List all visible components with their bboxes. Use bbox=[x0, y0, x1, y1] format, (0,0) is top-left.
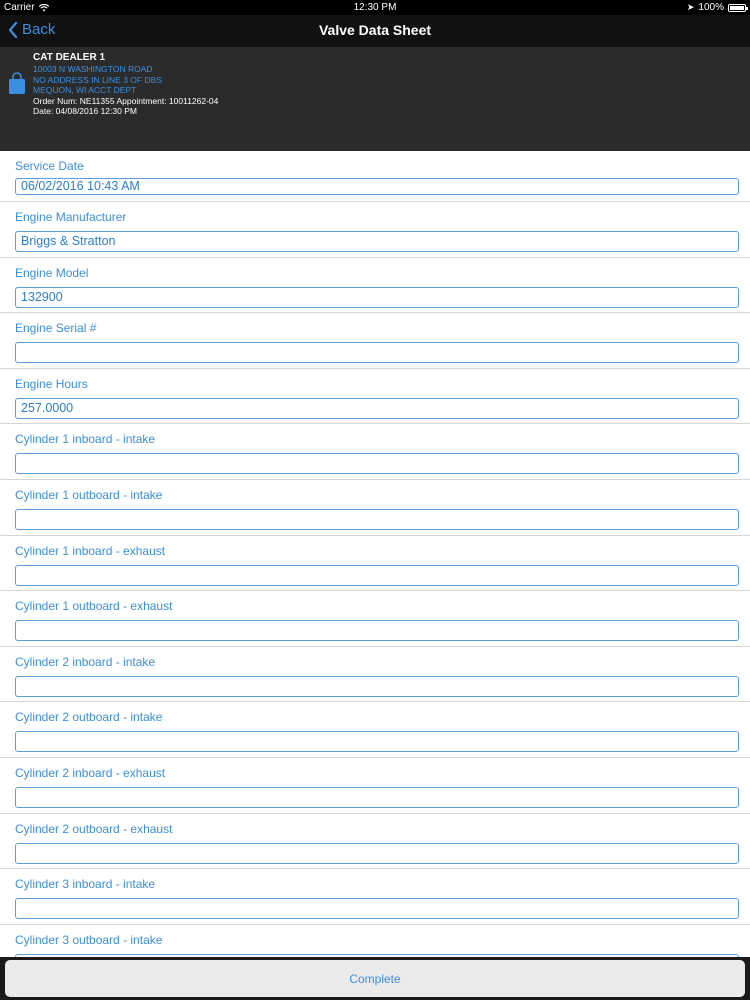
field-label: Cylinder 1 outboard - exhaust bbox=[15, 599, 173, 614]
engine-model-field[interactable]: 132900 bbox=[15, 287, 739, 308]
form-row-cyl2-outboard-intake bbox=[0, 702, 750, 758]
form-row-engine-serial bbox=[0, 313, 750, 369]
battery-fill bbox=[730, 6, 744, 10]
service-date-field[interactable]: 06/02/2016 10:43 AM bbox=[15, 178, 739, 195]
field-label: Cylinder 1 inboard - exhaust bbox=[15, 543, 166, 558]
cyl1-outboard-intake-field[interactable] bbox=[15, 509, 739, 530]
field-label: Cylinder 3 inboard - intake bbox=[15, 877, 156, 892]
form-row-cyl2-inboard-intake bbox=[0, 647, 750, 703]
cyl3-inboard-intake-field[interactable] bbox=[15, 898, 739, 919]
engine-serial-field[interactable] bbox=[15, 342, 739, 363]
dealer-info bbox=[33, 52, 218, 117]
page-title: Valve Data Sheet bbox=[318, 22, 432, 38]
valve-form bbox=[0, 151, 750, 957]
field-label: Engine Model bbox=[15, 265, 89, 280]
dealer-header bbox=[0, 47, 750, 151]
form-row-engine-model bbox=[0, 258, 750, 314]
footer-bar bbox=[0, 957, 750, 1000]
nav-bar bbox=[0, 15, 750, 47]
dealer-name: CAT DEALER 1 bbox=[33, 52, 106, 63]
status-time: 12:30 PM bbox=[353, 2, 397, 13]
cyl2-outboard-exhaust-field[interactable] bbox=[15, 843, 739, 864]
field-label: Engine Manufacturer bbox=[15, 210, 127, 224]
field-label: Cylinder 2 outboard - exhaust bbox=[15, 821, 173, 836]
form-row-service-date bbox=[0, 151, 750, 202]
field-label: Cylinder 2 inboard - intake bbox=[15, 654, 156, 669]
form-row-cyl1-outboard-intake bbox=[0, 480, 750, 536]
battery-percent: 100% bbox=[698, 2, 724, 13]
dealer-address-2[interactable]: NO ADDRESS IN LINE 3 OF DBS bbox=[33, 74, 162, 85]
carrier-label: Carrier bbox=[4, 2, 35, 13]
form-row-cyl1-outboard-exhaust bbox=[0, 591, 750, 647]
form-row-cyl1-inboard-intake bbox=[0, 424, 750, 480]
order-date: Date: 04/08/2016 12:30 PM bbox=[33, 106, 137, 117]
cyl1-inboard-intake-field[interactable] bbox=[15, 453, 739, 474]
cyl1-outboard-exhaust-field[interactable] bbox=[15, 620, 739, 641]
engine-hours-field[interactable]: 257.0000 bbox=[15, 398, 739, 419]
field-label: Cylinder 1 outboard - intake bbox=[15, 487, 163, 502]
field-label: Cylinder 2 inboard - exhaust bbox=[15, 765, 166, 780]
form-row-cyl3-outboard-intake bbox=[0, 925, 750, 957]
field-label: Service Date bbox=[15, 159, 84, 173]
battery-icon bbox=[728, 4, 746, 12]
form-row-engine-hours bbox=[0, 369, 750, 425]
status-bar bbox=[0, 0, 750, 15]
field-label: Cylinder 3 outboard - intake bbox=[15, 932, 163, 947]
form-row-cyl3-inboard-intake bbox=[0, 869, 750, 925]
dealer-address-1[interactable]: 10003 N WASHINGTON ROAD bbox=[33, 64, 153, 74]
field-label: Engine Serial # bbox=[15, 321, 97, 336]
cyl2-inboard-intake-field[interactable] bbox=[15, 676, 739, 697]
cyl2-outboard-intake-field[interactable] bbox=[15, 731, 739, 752]
engine-manufacturer-field[interactable]: Briggs & Stratton bbox=[15, 231, 739, 252]
shopping-bag-icon bbox=[8, 71, 26, 95]
form-row-engine-manufacturer bbox=[0, 202, 750, 258]
field-label: Cylinder 1 inboard - intake bbox=[15, 432, 156, 447]
complete-button[interactable]: Complete bbox=[5, 960, 745, 997]
order-info: Order Num: NE11355 Appointment: 10011262-04 bbox=[33, 95, 219, 106]
form-row-cyl2-inboard-exhaust bbox=[0, 758, 750, 814]
cyl1-inboard-exhaust-field[interactable] bbox=[15, 565, 739, 586]
back-label: Back bbox=[22, 21, 56, 38]
location-arrow-icon: ➤ bbox=[686, 2, 695, 12]
form-row-cyl1-inboard-exhaust bbox=[0, 536, 750, 592]
form-row-cyl2-outboard-exhaust bbox=[0, 814, 750, 870]
field-label: Engine Hours bbox=[15, 376, 88, 391]
dealer-address-3[interactable]: MEQUON, WI ACCT DEPT bbox=[33, 85, 137, 96]
field-label: Cylinder 2 outboard - intake bbox=[15, 710, 163, 725]
status-right bbox=[687, 2, 746, 13]
cyl2-inboard-exhaust-field[interactable] bbox=[15, 787, 739, 808]
